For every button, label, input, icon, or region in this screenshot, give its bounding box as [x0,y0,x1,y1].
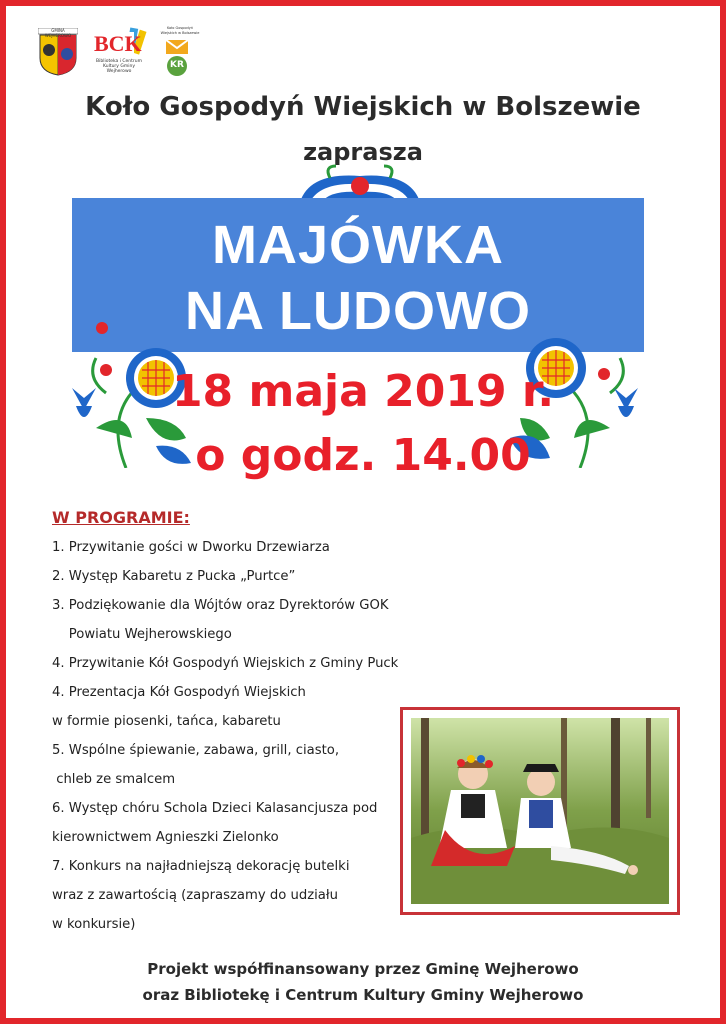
logo-bck [88,26,150,74]
footer-line1: Projekt współfinansowany przez Gminę Wejherowo [147,960,579,978]
program-title: W PROGRAMIE: [52,508,190,527]
logo-kgw-caption: Koło Gospodyń Wiejskich w Bolszewie [160,26,200,35]
event-time: o godz. 14.00 [195,430,531,481]
logo-bck-letters: BCK [94,31,142,56]
logo-gmina-wejherowo [38,28,78,76]
program-line: Powiatu Wejherowskiego [52,627,232,642]
program-line: 7. Konkurs na najładniejszą dekorację butelki [52,859,350,874]
invites-text: zaprasza [303,138,423,166]
event-title-line2: NA LUDOWO [185,281,531,341]
program-line: 1. Przywitanie gości w Dworku Drzewiarza [52,540,330,555]
program-line: 2. Występ Kabaretu z Pucka „Purtce” [52,569,296,584]
program-line: kierownictwem Agnieszki Zielonko [52,830,279,845]
program-line: chleb ze smalcem [52,772,176,787]
photo-frame [400,707,680,915]
program-line: 6. Występ chóru Schola Dzieci Kalasancjusza pod [52,801,378,816]
event-title-line1: MAJÓWKA [212,215,504,275]
children-folk-costume-photo [411,718,669,904]
logo-kgw-letters: KR [170,60,184,70]
program-line: wraz z zawartością (zapraszamy do udziału [52,888,338,903]
program-line: 5. Wspólne śpiewanie, zabawa, grill, ciasto, [52,743,340,758]
logo-gmina-label: GMINA WEJHEROWO [44,28,72,38]
event-date: 18 maja 2019 r. [171,366,555,417]
program-line: w konkursie) [52,917,136,932]
program-line: w formie piosenki, tańca, kabaretu [52,714,281,729]
program-line: 4. Prezentacja Kół Gospodyń Wiejskich [52,685,306,700]
program-line: 4. Przywitanie Kół Gospodyń Wiejskich z Gminy Puck [52,656,399,671]
program-line: 3. Podziękowanie dla Wójtów oraz Dyrektorów GOK [52,598,389,613]
footer-line2: oraz Bibliotekę i Centrum Kultury Gminy Wejherowo [142,986,584,1004]
organization-title: Koło Gospodyń Wiejskich w Bolszewie [85,92,641,122]
logo-bck-caption: Biblioteka i Centrum Kultury Gminy Wejherowo [96,59,142,74]
